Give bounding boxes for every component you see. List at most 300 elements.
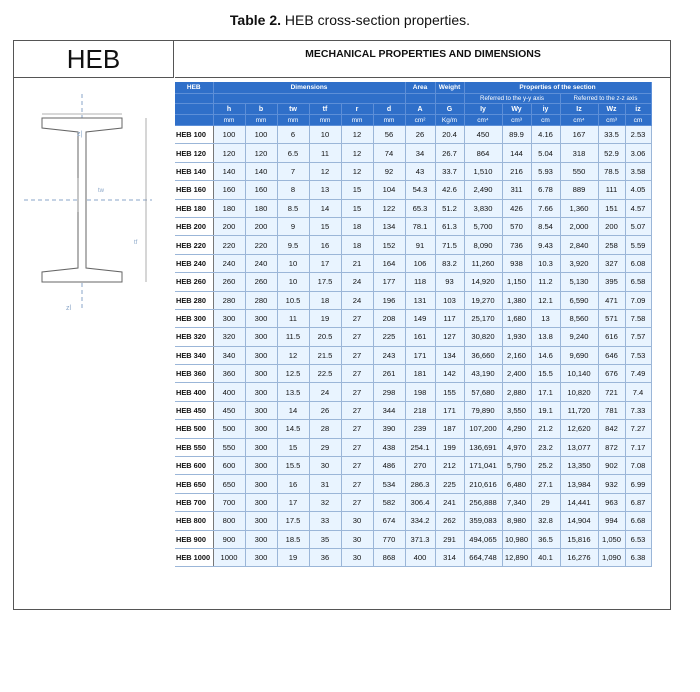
table-cell: 31 [309,475,341,493]
drawing-label-tw: tw [98,188,104,194]
row-section-name: HEB 120 [175,144,213,162]
table-cell: 24 [309,383,341,401]
table-cell: 21.2 [531,420,560,438]
table-row [175,420,651,438]
table-cell: 93 [435,273,464,291]
table-cell: 334.2 [405,512,435,530]
table-cell: 23.2 [531,438,560,456]
table-cell: 6.5 [277,144,309,162]
row-section-name: HEB 650 [175,475,213,493]
table-cell: 6.68 [625,512,651,530]
header-blank [213,94,405,104]
table-cell: 6.99 [625,475,651,493]
table-cell: 12,890 [502,548,531,566]
header-symbol: d [373,104,405,115]
table-cell: 152 [373,236,405,254]
table-cell: 120 [245,144,277,162]
table-cell: 29 [309,438,341,456]
table-cell: 8.54 [531,217,560,235]
table-cell: 486 [373,457,405,475]
table-cell: 10.5 [277,291,309,309]
table-cell: 144 [502,144,531,162]
table-row [175,438,651,456]
table-cell: 11,720 [560,401,598,419]
table-cell: 6.58 [625,273,651,291]
table-cell: 842 [598,420,625,438]
table-cell: 12.5 [277,365,309,383]
table-cell: 2,400 [502,365,531,383]
table-cell: 7.66 [531,199,560,217]
table-cell: 218 [405,401,435,419]
table-cell: 161 [405,328,435,346]
table-cell: 171,041 [464,457,502,475]
table-cell: 117 [435,309,464,327]
caption-text: HEB cross-section properties. [284,12,471,28]
header-symbol: tw [277,104,309,115]
header-symbol: b [245,104,277,115]
header-unit: cm³ [598,115,625,126]
header-symbol: G [435,104,464,115]
table-cell: 994 [598,512,625,530]
table-cell: 2.53 [625,126,651,144]
table-cell: 160 [213,181,245,199]
table-cell: 13 [531,309,560,327]
table-cell: 164 [373,254,405,272]
table-cell: 36.5 [531,530,560,548]
table-cell: 8,560 [560,309,598,327]
row-section-name: HEB 500 [175,420,213,438]
header-area: Area [405,82,435,94]
table-cell: 426 [502,199,531,217]
row-section-name: HEB 340 [175,346,213,364]
table-cell: 200 [245,217,277,235]
table-cell: 7.49 [625,365,651,383]
table-row [175,548,651,566]
table-cell: 240 [245,254,277,272]
table-cell: 2,490 [464,181,502,199]
table-cell: 13.8 [531,328,560,346]
table-cell: 33 [309,512,341,530]
table-cell: 78.5 [598,162,625,180]
table-cell: 18 [341,217,373,235]
table-cell: 180 [245,199,277,217]
table-cell: 106 [405,254,435,272]
header-heb: HEB [175,82,213,94]
table-cell: 280 [245,291,277,309]
table-cell: 12 [341,126,373,144]
table-cell: 582 [373,493,405,511]
table-cell: 142 [435,365,464,383]
table-cell: 10.3 [531,254,560,272]
header-blank [405,94,435,104]
row-section-name: HEB 100 [175,126,213,144]
table-row [175,144,651,162]
table-cell: 13,077 [560,438,598,456]
drawing-label-tf: tf [134,240,138,246]
table-cell: 938 [502,254,531,272]
table-cell: 300 [245,401,277,419]
table-cell: 1,380 [502,291,531,309]
table-row [175,291,651,309]
table-cell: 25,170 [464,309,502,327]
table-row [175,254,651,272]
table-cell: 208 [373,309,405,327]
table-cell: 14 [277,401,309,419]
table-cell: 12 [309,162,341,180]
table-cell: 7.27 [625,420,651,438]
table-cell: 674 [373,512,405,530]
header-blank [175,115,213,126]
table-cell: 300 [245,328,277,346]
header-unit: cm⁴ [464,115,502,126]
header-symbol: iz [625,104,651,115]
table-cell: 18 [341,236,373,254]
table-cell: 438 [373,438,405,456]
table-cell: 74 [373,144,405,162]
table-row [175,365,651,383]
table-cell: 902 [598,457,625,475]
header-symbol: Wy [502,104,531,115]
table-cell: 300 [245,383,277,401]
header-symbol: r [341,104,373,115]
row-section-name: HEB 360 [175,365,213,383]
table-cell: 27 [341,346,373,364]
table-cell: 10 [309,126,341,144]
table-cell: 291 [435,530,464,548]
table-cell: 300 [245,512,277,530]
table-cell: 14,904 [560,512,598,530]
table-cell: 155 [435,383,464,401]
header-unit: mm [213,115,245,126]
table-row [175,346,651,364]
table-cell: 298 [373,383,405,401]
table-cell: 494,065 [464,530,502,548]
table-cell: 340 [213,346,245,364]
table-cell: 120 [213,144,245,162]
table-cell: 200 [213,217,245,235]
row-section-name: HEB 800 [175,512,213,530]
table-row [175,199,651,217]
table-cell: 9,240 [560,328,598,346]
table-cell: 889 [560,181,598,199]
table-cell: 91 [405,236,435,254]
header-blank [175,94,213,104]
table-cell: 220 [245,236,277,254]
table-cell: 6.08 [625,254,651,272]
table-cell: 11.2 [531,273,560,291]
table-cell: 26 [309,401,341,419]
header-unit: cm [531,115,560,126]
table-cell: 239 [405,420,435,438]
main-title: MECHANICAL PROPERTIES AND DIMENSIONS [175,41,671,78]
table-cell: 19 [277,548,309,566]
header-ref-zz: Referred to the z-z axis [560,94,651,104]
table-cell: 118 [405,273,435,291]
row-section-name: HEB 140 [175,162,213,180]
table-cell: 864 [464,144,502,162]
table-cell: 3.58 [625,162,651,180]
header-row-units [175,115,651,126]
table-cell: 7.4 [625,383,651,401]
table-cell: 1,050 [598,530,625,548]
table-cell: 51.2 [435,199,464,217]
table-cell: 171 [435,401,464,419]
table-cell: 736 [502,236,531,254]
table-row [175,530,651,548]
table-cell: 17 [277,493,309,511]
table-cell: 344 [373,401,405,419]
table-cell: 241 [435,493,464,511]
table-cell: 900 [213,530,245,548]
table-cell: 781 [598,401,625,419]
row-section-name: HEB 550 [175,438,213,456]
table-cell: 5.59 [625,236,651,254]
table-cell: 12.1 [531,291,560,309]
table-cell: 7.33 [625,401,651,419]
table-cell: 359,083 [464,512,502,530]
table-cell: 54.3 [405,181,435,199]
table-cell: 26.7 [435,144,464,162]
table-cell: 5.07 [625,217,651,235]
table-cell: 220 [213,236,245,254]
table-cell: 27 [341,475,373,493]
table-cell: 14.6 [531,346,560,364]
header-properties: Properties of the section [464,82,651,94]
table-cell: 27.1 [531,475,560,493]
table-cell: 225 [435,475,464,493]
table-cell: 300 [245,420,277,438]
table-row [175,512,651,530]
table-cell: 160 [245,181,277,199]
table-cell: 149 [405,309,435,327]
table-cell: 8 [277,181,309,199]
row-section-name: HEB 450 [175,401,213,419]
table-cell: 8.5 [277,199,309,217]
header-dimensions: Dimensions [213,82,405,94]
row-section-name: HEB 220 [175,236,213,254]
table-cell: 1,930 [502,328,531,346]
table-cell: 11 [277,309,309,327]
table-cell: 5.04 [531,144,560,162]
table-body [175,126,651,567]
table-cell: 28 [309,420,341,438]
table-cell: 12 [341,144,373,162]
table-cell: 22.5 [309,365,341,383]
table-cell: 395 [598,273,625,291]
table-cell: 262 [435,512,464,530]
header-blank [435,94,464,104]
table-cell: 19,270 [464,291,502,309]
table-cell: 6 [277,126,309,144]
table-row [175,457,651,475]
table-cell: 11 [309,144,341,162]
table-cell: 571 [598,309,625,327]
table-cell: 8,090 [464,236,502,254]
header-row-symbols [175,104,651,115]
heb-title: HEB [14,41,174,78]
table-row [175,309,651,327]
table-cell: 300 [245,365,277,383]
table-cell: 16,276 [560,548,598,566]
table-cell: 180 [213,199,245,217]
table-cell: 12,620 [560,420,598,438]
table-cell: 800 [213,512,245,530]
table-cell: 4.16 [531,126,560,144]
table-cell: 7.58 [625,309,651,327]
row-section-name: HEB 400 [175,383,213,401]
table-cell: 17.1 [531,383,560,401]
drawing-label-z-top: z| [77,131,83,138]
row-section-name: HEB 320 [175,328,213,346]
table-cell: 6.78 [531,181,560,199]
header-unit: mm [341,115,373,126]
header-symbol: Wz [598,104,625,115]
table-cell: 10,820 [560,383,598,401]
table-cell: 20.4 [435,126,464,144]
table-cell: 32 [309,493,341,511]
table-cell: 868 [373,548,405,566]
table-cell: 177 [373,273,405,291]
table-cell: 9,690 [560,346,598,364]
header-symbol: A [405,104,435,115]
table-cell: 6.53 [625,530,651,548]
table-cell: 107,200 [464,420,502,438]
table-cell: 13,350 [560,457,598,475]
table-cell: 30 [341,548,373,566]
table-cell: 260 [213,273,245,291]
table-cell: 260 [245,273,277,291]
table-cell: 550 [560,162,598,180]
table-cell: 300 [245,475,277,493]
table-cell: 27 [341,438,373,456]
table-cell: 664,748 [464,548,502,566]
table-cell: 270 [405,457,435,475]
table-cell: 1000 [213,548,245,566]
table-row [175,217,651,235]
properties-table [175,82,652,567]
row-section-name: HEB 1000 [175,548,213,566]
table-cell: 676 [598,365,625,383]
header-symbol: iy [531,104,560,115]
table-cell: 151 [598,199,625,217]
table-cell: 24 [341,273,373,291]
table-cell: 1,150 [502,273,531,291]
table-cell: 140 [245,162,277,180]
table-cell: 5,700 [464,217,502,235]
table-cell: 100 [213,126,245,144]
table-cell: 300 [213,309,245,327]
table-cell: 327 [598,254,625,272]
header-unit: mm [277,115,309,126]
caption-prefix: Table 2. [229,12,281,28]
table-cell: 100 [245,126,277,144]
table-cell: 1,510 [464,162,502,180]
table-cell: 210,616 [464,475,502,493]
table-cell: 34 [405,144,435,162]
table-cell: 171 [405,346,435,364]
table-cell: 1,090 [598,548,625,566]
table-cell: 15.5 [531,365,560,383]
table-cell: 650 [213,475,245,493]
table-cell: 8,980 [502,512,531,530]
table-cell: 15 [277,438,309,456]
header-symbol: Iz [560,104,598,115]
table-cell: 450 [464,126,502,144]
table-cell: 2,000 [560,217,598,235]
table-cell: 471 [598,291,625,309]
table-cell: 27 [341,457,373,475]
table-row [175,493,651,511]
table-cell: 30 [341,530,373,548]
table-cell: 131 [405,291,435,309]
table-cell: 18 [309,291,341,309]
table-cell: 450 [213,401,245,419]
table-cell: 550 [213,438,245,456]
table-cell: 3,920 [560,254,598,272]
table-cell: 6.38 [625,548,651,566]
table-cell: 5,130 [560,273,598,291]
table-cell: 33.7 [435,162,464,180]
table-cell: 4,970 [502,438,531,456]
table-cell: 65.3 [405,199,435,217]
table-cell: 360 [213,365,245,383]
table-cell: 42.6 [435,181,464,199]
table-cell: 500 [213,420,245,438]
table-cell: 4.05 [625,181,651,199]
table-row [175,475,651,493]
table-cell: 400 [213,383,245,401]
table-cell: 7,340 [502,493,531,511]
table-cell: 17 [309,254,341,272]
table-cell: 300 [245,493,277,511]
table-cell: 4.57 [625,199,651,217]
row-section-name: HEB 700 [175,493,213,511]
table-cell: 30 [341,512,373,530]
table-cell: 27 [341,493,373,511]
table-cell: 13.5 [277,383,309,401]
table-cell: 314 [435,548,464,566]
table-cell: 134 [435,346,464,364]
header-unit: cm³ [502,115,531,126]
table-cell: 30 [309,457,341,475]
table-cell: 30,820 [464,328,502,346]
table-cell: 9.5 [277,236,309,254]
table-cell: 616 [598,328,625,346]
table-cell: 15,816 [560,530,598,548]
table-cell: 390 [373,420,405,438]
table-cell: 104 [373,181,405,199]
table-cell: 200 [598,217,625,235]
header-row-groups [175,82,651,94]
table-cell: 19 [309,309,341,327]
table-cell: 1,680 [502,309,531,327]
table-cell: 216 [502,162,531,180]
table-cell: 7.53 [625,346,651,364]
table-cell: 43,190 [464,365,502,383]
table-cell: 306.4 [405,493,435,511]
table-cell: 43 [405,162,435,180]
table-cell: 212 [435,457,464,475]
table-cell: 26 [405,126,435,144]
table-cell: 258 [598,236,625,254]
table-cell: 79,890 [464,401,502,419]
table-cell: 33.5 [598,126,625,144]
table-cell: 7.09 [625,291,651,309]
table-cell: 187 [435,420,464,438]
table-cell: 4,290 [502,420,531,438]
row-section-name: HEB 300 [175,309,213,327]
row-section-name: HEB 600 [175,457,213,475]
